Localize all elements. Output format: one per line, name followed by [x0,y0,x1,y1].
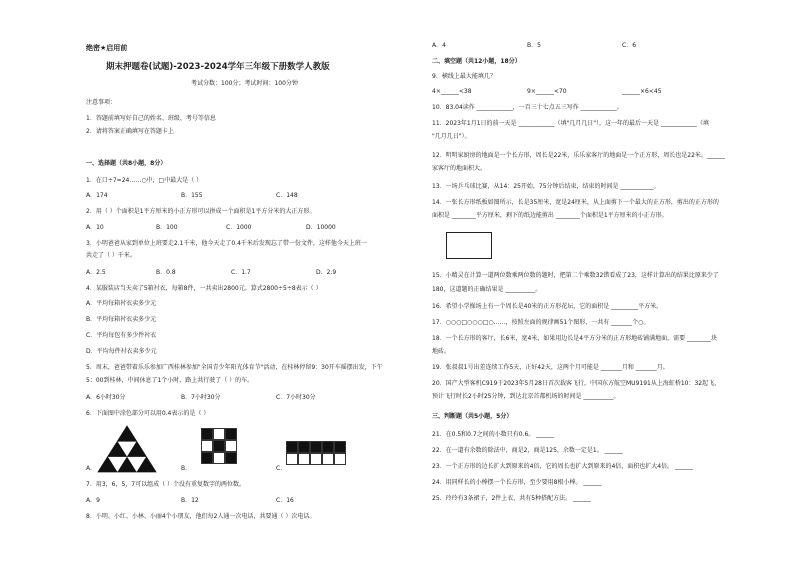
page-title: 期末押题卷(试题)-2023-2024学年三年级下册数学人教版 [106,62,330,72]
section-title: 一、选择题（共8小题，8分） [86,160,167,167]
question-stem: 1．在口÷7=24……○中，□中最大是（ ） [86,177,203,184]
option[interactable]: C．1000 [226,224,252,231]
question-stem: 7．用3，6，5，7可以组成（ ）个没有重复数字的两位数。 [86,481,245,488]
grid-figure-c [286,441,346,465]
question-line: 14．一张长方形纸板如图所示，长是35厘米，宽是24厘米，从上面剪下一个最大的正方形，剪出的正方形的 [432,199,719,206]
option[interactable]: C．6 [622,42,637,49]
option[interactable]: A．10 [86,224,104,231]
option[interactable]: C．7小时30分 [276,394,316,401]
question-stem: 6．下面图中涂色部分可以用0.4表示的是（ ） [86,410,210,417]
option[interactable]: B．平均每箱衬衣卖多少元 [86,316,157,323]
option[interactable]: C．16 [276,497,294,504]
question-line: 18．一个长方形的客厅，长6米，宽4米，如果用边长是4平方分米的正方形地砖铺满地面，需要 ________块 [432,335,717,342]
rectangle-figure [446,232,492,259]
question-line: 地砖。 [432,348,451,355]
judge-line: 21．在0.5和0.7之间的小数只有0.6。 ______ [432,431,555,438]
option[interactable]: D．2.9 [316,269,337,276]
question-line: 11．2023年1月1日的前一天是 ____________（填"几月几日"），这一年的最后一天是 ____________（填 [432,120,709,127]
question-line: 17．○○○□○○○□○……，按照左面的规律画51个图形，一共有 _______个○。 [432,319,650,326]
secret-label: 绝密★启用前 [86,44,128,52]
option[interactable]: B．12 [181,497,199,504]
option[interactable]: C．148 [276,192,298,199]
question-stem: 3．小明爸爸从家到单位上班要走2.1千米，他今天走了0.4千米后发现忘了带一份文件，这样他今天上班一 [86,240,367,247]
option[interactable]: A．4 [432,42,446,49]
question-line: "几月几日"）。 [432,133,471,140]
question-line: 20．国产大型客机C919于2023年5月28日首次载客飞行，中国东方航空MU9191从上海虹桥10：32起飞， [432,380,721,387]
option[interactable]: C．平均每包有多少件衬衣 [86,332,157,339]
question-line: 10．83.04读作 ____________，一百三十七点五三写作 ____________。 [432,104,623,111]
question-line: 16．希望小学操场上有一个周长是40米的正方形花坛，它的面积是 _________平方米。 [432,303,663,310]
fill-item[interactable]: 4×______<38 [432,88,472,95]
option[interactable]: B．100 [156,224,178,231]
option[interactable]: B．0.8 [156,269,176,276]
question-line: 家客厅的地面积大。 [432,165,487,172]
question-stem: 5．周末，爸爸带着乐乐参加广西桂林参加"全国青少年阳光体育节"活动，在桂林停留9：30开车摇摆出发，下午 [86,364,383,371]
triangle-figure [96,424,158,474]
option[interactable]: B．5 [527,42,541,49]
question-stem: 9．横线上最大能填几？ [432,73,496,80]
exam-info: 考试分数：100分；考试时间：100分钟 [191,80,298,87]
question-line: 19．张叔叔1号出差连续工作5天，正好42天，这两个月可能是 _______月和 _______月。 [432,364,669,371]
question-stem: 4．某服装店当天卖了5箱衬衣，每箱8件，一共卖出2800元。算式2800÷5÷8表示（ ） [86,285,322,292]
grid-figure-b [201,428,237,464]
judge-line: 23．一个正方形的边长扩大到原来的4倍，它的周长也扩大到原来的4倍，面积也扩大4倍。 ______ [432,463,693,470]
question-line: 预计飞行时长2小时25分钟，到达北京首都机场的时间是 __________。 [432,393,620,400]
question-stem: 8．小明、小红、小林、小丽4个小朋友，他们每2人通一次电话，共要通（ ）次电话。 [86,513,316,520]
option[interactable]: C．1.7 [231,269,251,276]
section-title: 三、判断题（共5小题，5分） [432,413,513,420]
fill-item[interactable]: ______×6<45 [622,88,662,95]
question-stem-cont: 共走了（ ）千米。 [86,252,136,259]
option[interactable]: A．174 [86,192,108,199]
question-line: 面积是 ________平方厘米，剩下的纸边能剪出 ________个面积是1平方厘米的小正方形。 [432,212,668,219]
option[interactable]: B． [181,465,192,472]
option[interactable]: B．155 [181,192,203,199]
note-item: 1．答题前填写好自己的姓名、班级、考号等信息 [86,115,216,122]
option[interactable]: D．平均每件衬衣卖多少元 [86,348,157,355]
question-stem: 2．用（ ）个面积是1平方厘米的小正方形可以拼成一个面积是1平方分米的大正方形。 [86,208,316,215]
section-title: 二、填空题（共12小题，18分） [432,58,521,65]
notes-label: 注意事项： [86,99,117,106]
judge-line: 24．用同样长的小棒摆一个长方形，至少要用8根小棒。 ______ [432,479,602,486]
option[interactable]: A．6小时30分 [86,394,126,401]
option[interactable]: A．9 [86,497,100,504]
question-line: 180，这道题的正确结果是 __________。 [432,286,542,293]
judge-line: 25．玲玲有3条裙子，2件上衣，共有5种搭配方法。 ______ [432,495,591,502]
option[interactable]: B．7小时30分 [181,394,221,401]
option[interactable]: A．平均每箱衬衣卖多少元 [86,300,157,307]
question-line: 12．明明家厨房的地面是一个长方形，周长是22米，乐乐家客厅的地面是一个正方形，周长也是22米。______ [432,152,725,159]
option[interactable]: A． [86,465,97,472]
note-item: 2．请将答案正确填写在答题卡上 [86,128,174,135]
question-stem-cont: 5：00到桂林，中间休息了1个小时，路上共行驶了（ ）的车。 [86,377,254,384]
option[interactable]: D．10000 [306,224,336,231]
judge-line: 22．在一道有余数的除法中，商是2，商是125，余数一定是1。 ______ [432,447,623,454]
option[interactable]: C． [276,465,287,472]
fill-item[interactable]: 9×______<70 [527,88,567,95]
question-line: 15．小精灵在计算一道两位数乘两位数的题时，把第二个乘数32错看成了23，这样计算出的结果比原来少了 [432,272,719,279]
question-line: 13．一场乒乓球比赛，从14：25开始，75分钟后结束，结束的时间是 ___________。 [432,183,660,190]
option[interactable]: A．2.5 [86,269,106,276]
